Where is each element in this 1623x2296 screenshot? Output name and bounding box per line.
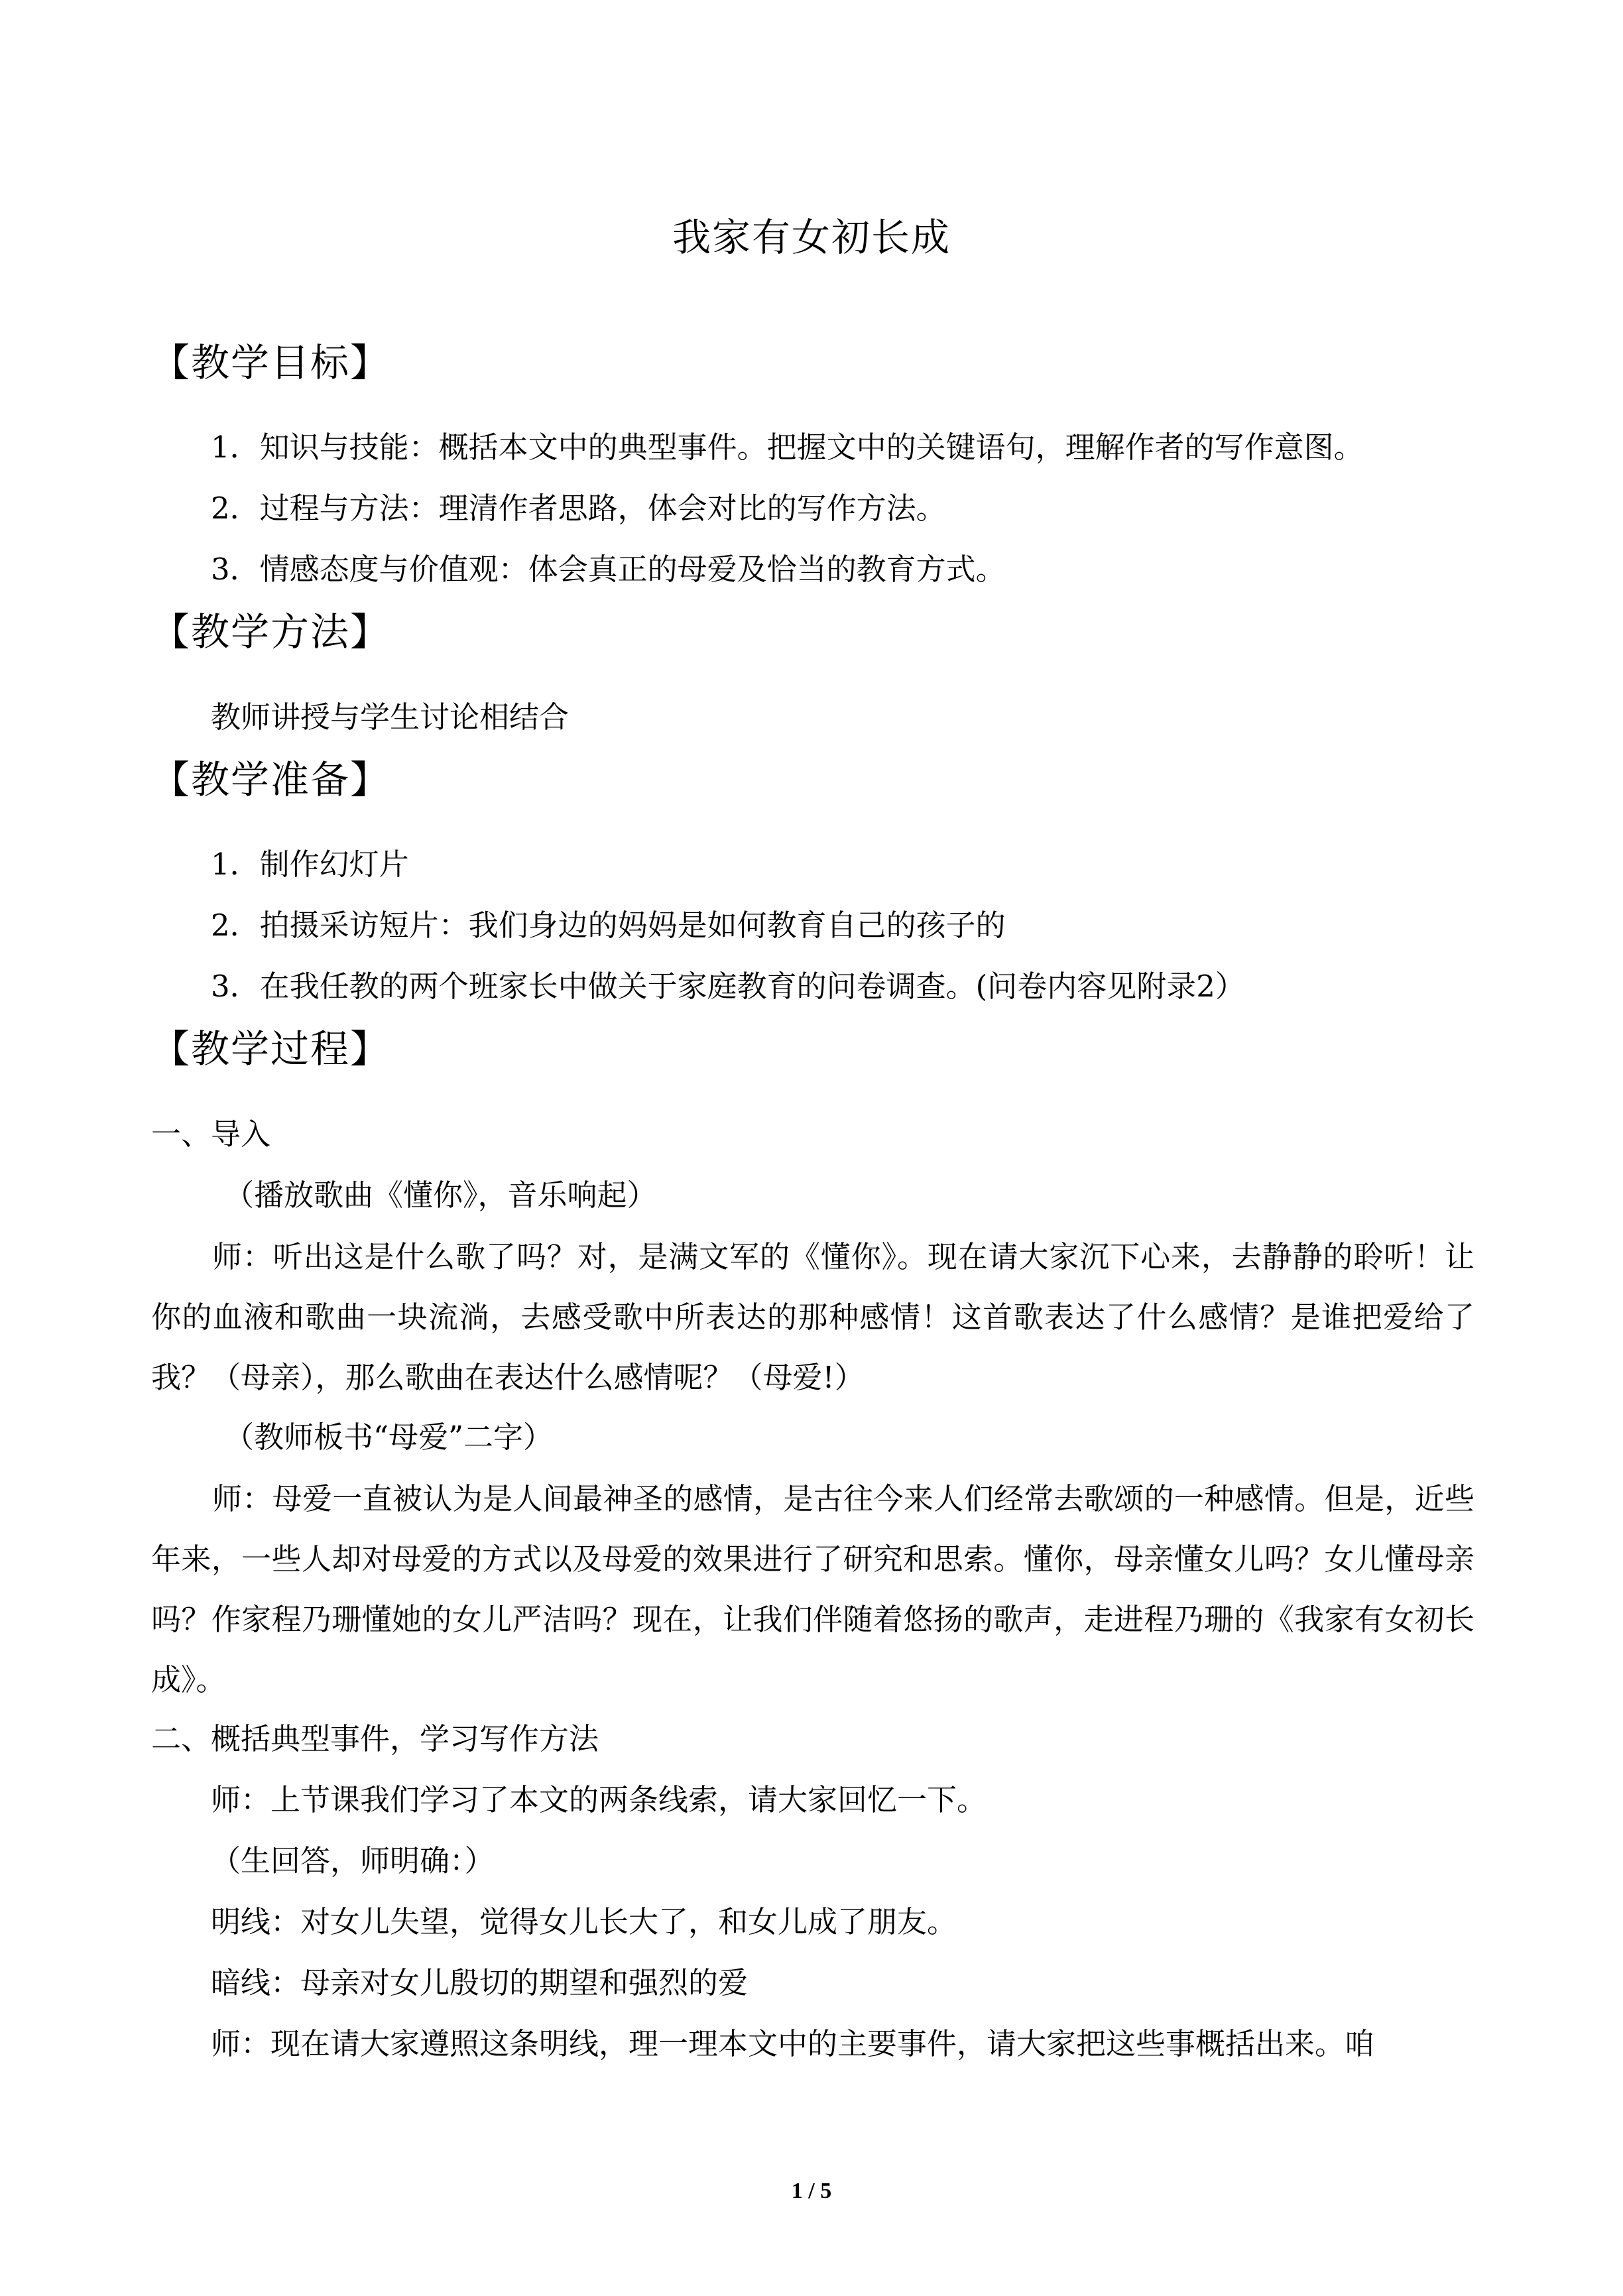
objective-item: 3．情感态度与价值观：体会真正的母爱及恰当的教育方式。 bbox=[211, 552, 1006, 587]
body-line: 明线：对女儿失望，觉得女儿长大了，和女儿成了朋友。 bbox=[211, 1904, 957, 1939]
objective-item: 2．过程与方法：理清作者思路，体会对比的写作方法。 bbox=[211, 491, 946, 526]
section-heading-preparation: 【教学准备】 bbox=[151, 757, 391, 802]
body-line: （生回答，师明确：） bbox=[211, 1843, 495, 1878]
body-line: 师：上节课我们学习了本文的两条线索，请大家回忆一下。 bbox=[211, 1782, 987, 1817]
stage-direction: （教师板书“母爱”二字） bbox=[224, 1420, 554, 1455]
part1-heading: 一、导入 bbox=[151, 1117, 271, 1152]
body-paragraph: 师：母爱一直被认为是人间最神圣的感情，是古往今来人们经常去歌颂的一种感情。但是，近些年来，一些人却对母爱的方式以及母爱的效果进行了研究和思索。懂你，母亲懂女儿吗？女儿懂母亲吗？作家程乃珊懂她的女儿严洁吗？现在，让我们伴随着悠扬的歌声，走进程乃珊的《我家有女初长成》。 bbox=[151, 1481, 1474, 1697]
section-heading-process: 【教学过程】 bbox=[151, 1026, 391, 1071]
part2-heading: 二、概括典型事件，学习写作方法 bbox=[151, 1721, 599, 1756]
preparation-item: 3．在我任教的两个班家长中做关于家庭教育的问卷调查。(问卷内容见附录2） bbox=[211, 969, 1245, 1004]
section-heading-methods: 【教学方法】 bbox=[151, 609, 391, 654]
page-number: 1 / 5 bbox=[791, 2179, 832, 2203]
methods-text: 教师讲授与学生讨论相结合 bbox=[211, 699, 570, 735]
body-line: 暗线：母亲对女儿殷切的期望和强烈的爱 bbox=[211, 1965, 749, 2000]
preparation-item: 1．制作幻灯片 bbox=[211, 847, 409, 882]
preparation-item: 2．拍摄采访短片：我们身边的妈妈是如何教育自己的孩子的 bbox=[211, 908, 1006, 943]
section-heading-objectives: 【教学目标】 bbox=[151, 340, 391, 385]
document-title: 我家有女初长成 bbox=[672, 215, 951, 260]
body-paragraph: 师：听出这是什么歌了吗？对，是满文军的《懂你》。现在请大家沉下心来，去静静的聆听！让你的血液和歌曲一块流淌，去感受歌中所表达的那种感情！这首歌表达了什么感情？是谁把爱给了我？（母亲），那么歌曲在表达什么感情呢？（母爱!） bbox=[151, 1239, 1474, 1395]
objective-item: 1．知识与技能：概括本文中的典型事件。把握文中的关键语句，理解作者的写作意图。 bbox=[211, 430, 1364, 465]
stage-direction: （播放歌曲《懂你》，音乐响起） bbox=[224, 1178, 657, 1213]
body-line: 师：现在请大家遵照这条明线，理一理本文中的主要事件，请大家把这些事概括出来。咱 bbox=[211, 2026, 1375, 2061]
